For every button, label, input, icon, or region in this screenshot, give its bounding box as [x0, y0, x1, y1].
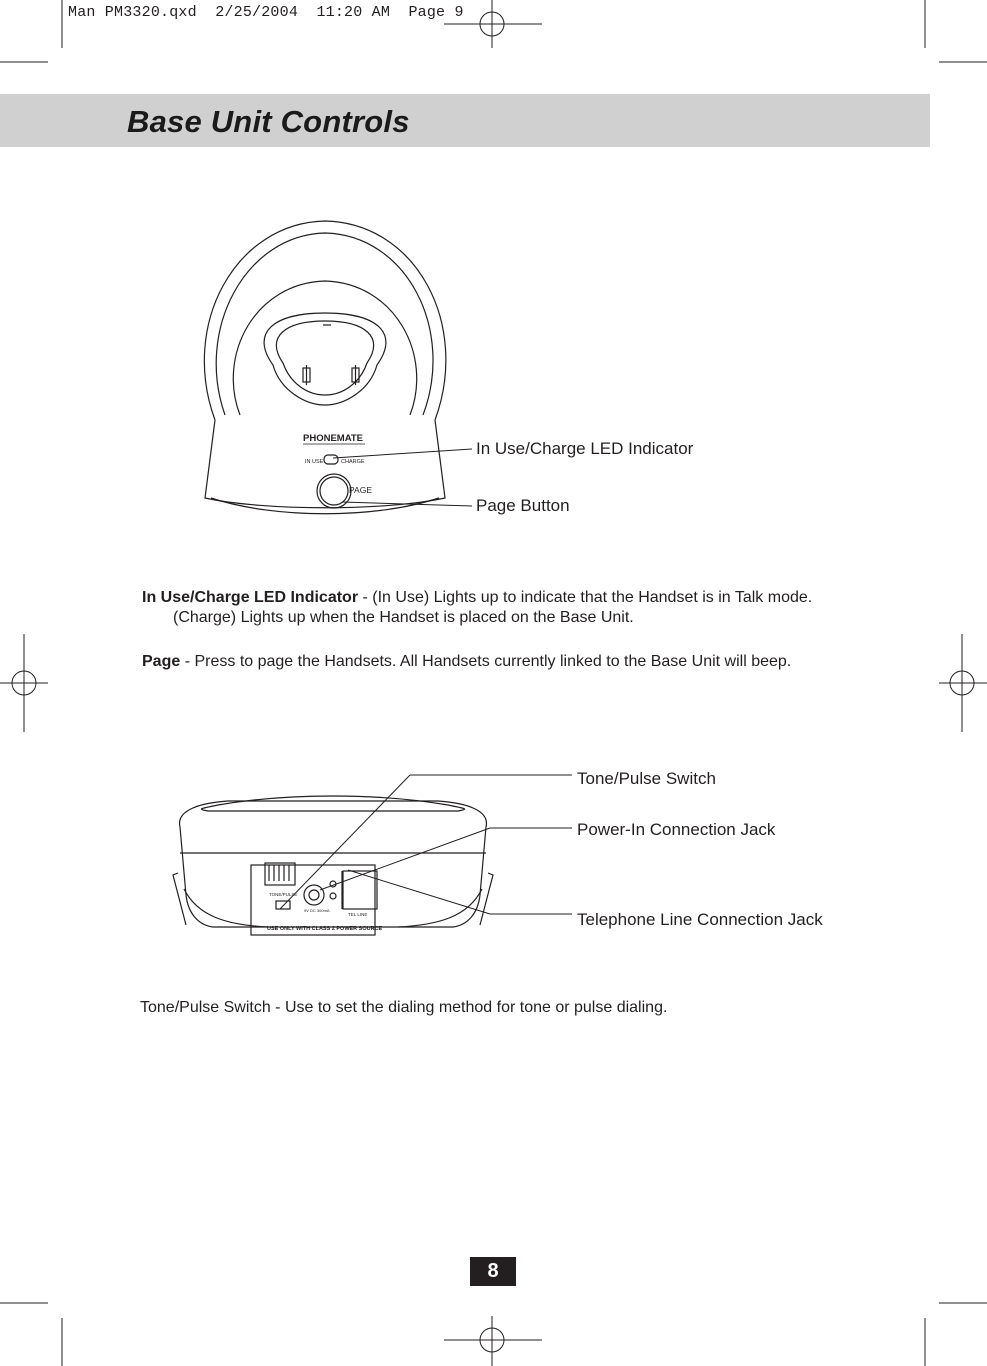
page-description-text: - Press to page the Handsets. All Handsets currently linked to the Base Unit will beep. — [180, 653, 792, 670]
rear-callout-leaders — [0, 700, 987, 960]
registration-mark-bottom — [444, 1316, 542, 1366]
page-term: Page — [142, 653, 181, 670]
charge-label: CHARGE — [341, 459, 365, 465]
tel-line-label: TEL LINE — [348, 912, 368, 917]
page-key-label: PAGE — [349, 485, 372, 495]
page-button-callout: Page Button — [476, 496, 570, 515]
class2-warning: USE ONLY WITH CLASS 2 POWER SOURCE — [267, 926, 383, 932]
in-use-label: IN USE — [305, 459, 324, 465]
page-description — [142, 652, 791, 672]
print-slug: Man PM3320.qxd 2/25/2004 11:20 AM Page 9 — [68, 4, 464, 21]
tone-pulse-label: TONE/PULSE — [269, 892, 298, 897]
led-indicator-callout: In Use/Charge LED Indicator — [476, 439, 694, 458]
tone-pulse-leader — [280, 775, 410, 909]
page-button-leader — [342, 502, 472, 506]
led-description-line2: (Charge) Lights up when the Handset is placed on the Base Unit. — [173, 609, 634, 626]
page-title: Base Unit Controls — [127, 104, 410, 139]
tone-pulse-callout: Tone/Pulse Switch — [577, 769, 716, 788]
led-description-line1 — [142, 588, 812, 608]
power-in-leader — [320, 828, 490, 890]
tel-line-leader — [348, 870, 490, 914]
tone-pulse-description: Tone/Pulse Switch - Use to set the dialing method for tone or pulse dialing. — [140, 999, 668, 1016]
power-rating-label: 9V DC 300mA — [304, 908, 330, 913]
power-in-callout: Power-In Connection Jack — [577, 820, 776, 839]
brand-logo: PHONEMATE — [303, 433, 363, 444]
led-leader — [333, 449, 472, 458]
tel-line-callout: Telephone Line Connection Jack — [577, 910, 823, 929]
led-term: In Use/Charge LED Indicator — [142, 589, 359, 606]
page-number: 8 — [470, 1257, 516, 1286]
led-description-text: - (In Use) Lights up to indicate that the Handset is in Talk mode. — [358, 589, 813, 606]
